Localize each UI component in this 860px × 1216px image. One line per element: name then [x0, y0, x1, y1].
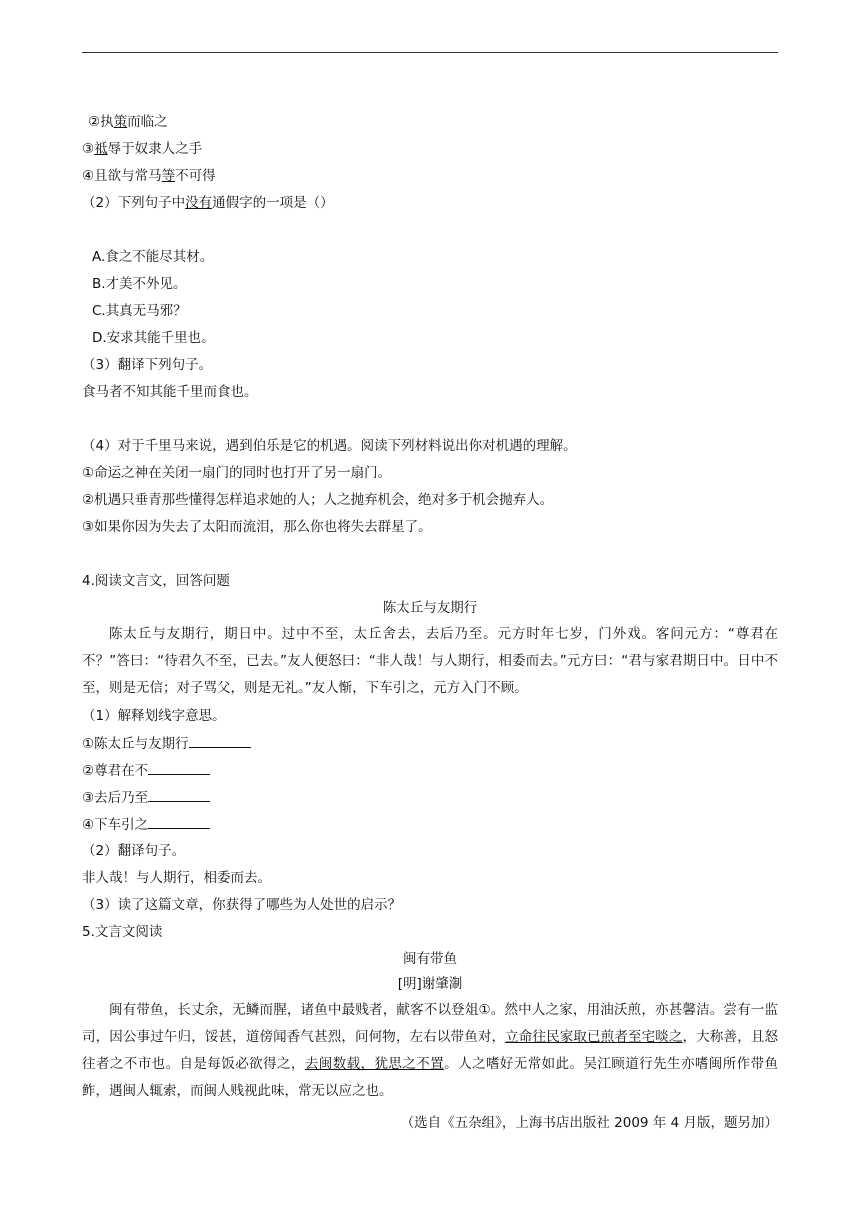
passage-author: [明]谢肇淛	[397, 976, 463, 992]
q4-item-2: ②尊君在不	[82, 760, 210, 781]
material-1: ①命运之神在关闭一扇门的同时也打开了另一扇门。	[82, 465, 392, 481]
passage-title: 陈太丘与友期行	[382, 600, 478, 616]
answer-blank[interactable]	[148, 787, 210, 802]
answer-blank[interactable]	[148, 760, 210, 775]
question-4-heading: 4.阅读文言文，回答问题	[82, 573, 230, 589]
passage-text: 闽有带鱼，长丈余，无鳞而腥，诸鱼中最贱者，献客不以登俎①。然中人之家，用油沃煎，亦甚馨洁。尝有一监司，因公事过午归，馁甚，道傍闻香气甚烈，问何物，左右以带鱼对，立命往民家取已煎者至宅啖之，大称善，且怒往者之不市也。自是每饭必欲得之，去闽数载，犹思之不置。人之嗜好无常如此。吴江顾道行先生亦嗜闽所作带鱼鲊，遇闽人辄索，而闽人贱视此味，常无以应之也。	[82, 1002, 779, 1099]
passage-title: 闽有带鱼	[403, 951, 457, 967]
q4-subquestion-3: （3）读了这篇文章，你获得了哪些为人处世的启示？	[82, 897, 402, 913]
q3-translate-sentence: 食马者不知其能千里而食也。	[82, 384, 258, 400]
question-5-heading: 5.文言文阅读	[82, 924, 163, 940]
q4-item-1: ①陈太丘与友期行	[82, 733, 251, 754]
header-rule	[82, 52, 778, 53]
q4-item-3: ③去后乃至	[82, 787, 210, 808]
q3-subquestion-3: （3）翻译下列句子。	[82, 357, 213, 373]
option-c: C.其真无马邪？	[92, 303, 187, 319]
material-3: ③如果你因为失去了太阳而流泪，那么你也将失去群星了。	[82, 519, 432, 535]
q4-item-4: ④下车引之	[82, 814, 210, 835]
option-d: D.安求其能千里也。	[92, 330, 215, 346]
q3-subquestion-4: （4）对于千里马来说，遇到伯乐是它的机遇。阅读下列材料说出你对机遇的理解。	[82, 438, 577, 454]
q3-item-2: ②执策而临之	[88, 114, 168, 130]
answer-blank[interactable]	[148, 814, 210, 829]
q3-subquestion-2: （2）下列句子中没有通假字的一项是（）	[82, 195, 334, 211]
answer-blank[interactable]	[189, 733, 251, 748]
q4-subquestion-2: （2）翻译句子。	[82, 843, 186, 859]
q4-translate-sentence: 非人哉！与人期行，相委而去。	[82, 870, 271, 886]
passage-text: 陈太丘与友期行，期日中。过中不至，太丘舍去，去后乃至。元方时年七岁，门外戏。客问元方：“尊君在不？”答曰：“待君久不至，已去。”友人便怒曰：“非人哉！与人期行，相委而去。”元方曰：“君与家君期日中。日中不至，则是无信；对子骂父，则是无礼。”友人惭，下车引之，元方入门不顾。	[82, 626, 778, 696]
option-b: B.才美不外见。	[92, 276, 187, 292]
q3-item-4: ④且欲与常马等不可得	[82, 168, 216, 184]
material-2: ②机遇只垂青那些懂得怎样追求她的人；人之抛弃机会，绝对多于机会抛弃人。	[82, 492, 554, 508]
option-a: A.食之不能尽其材。	[92, 249, 214, 265]
source-citation: （选自《五杂组》，上海书店出版社 2009 年 4 月版，题另加）	[400, 1115, 778, 1131]
q4-subquestion-1: （1）解释划线字意思。	[82, 708, 226, 724]
q3-item-3: ③祗辱于奴隶人之手	[82, 141, 203, 157]
